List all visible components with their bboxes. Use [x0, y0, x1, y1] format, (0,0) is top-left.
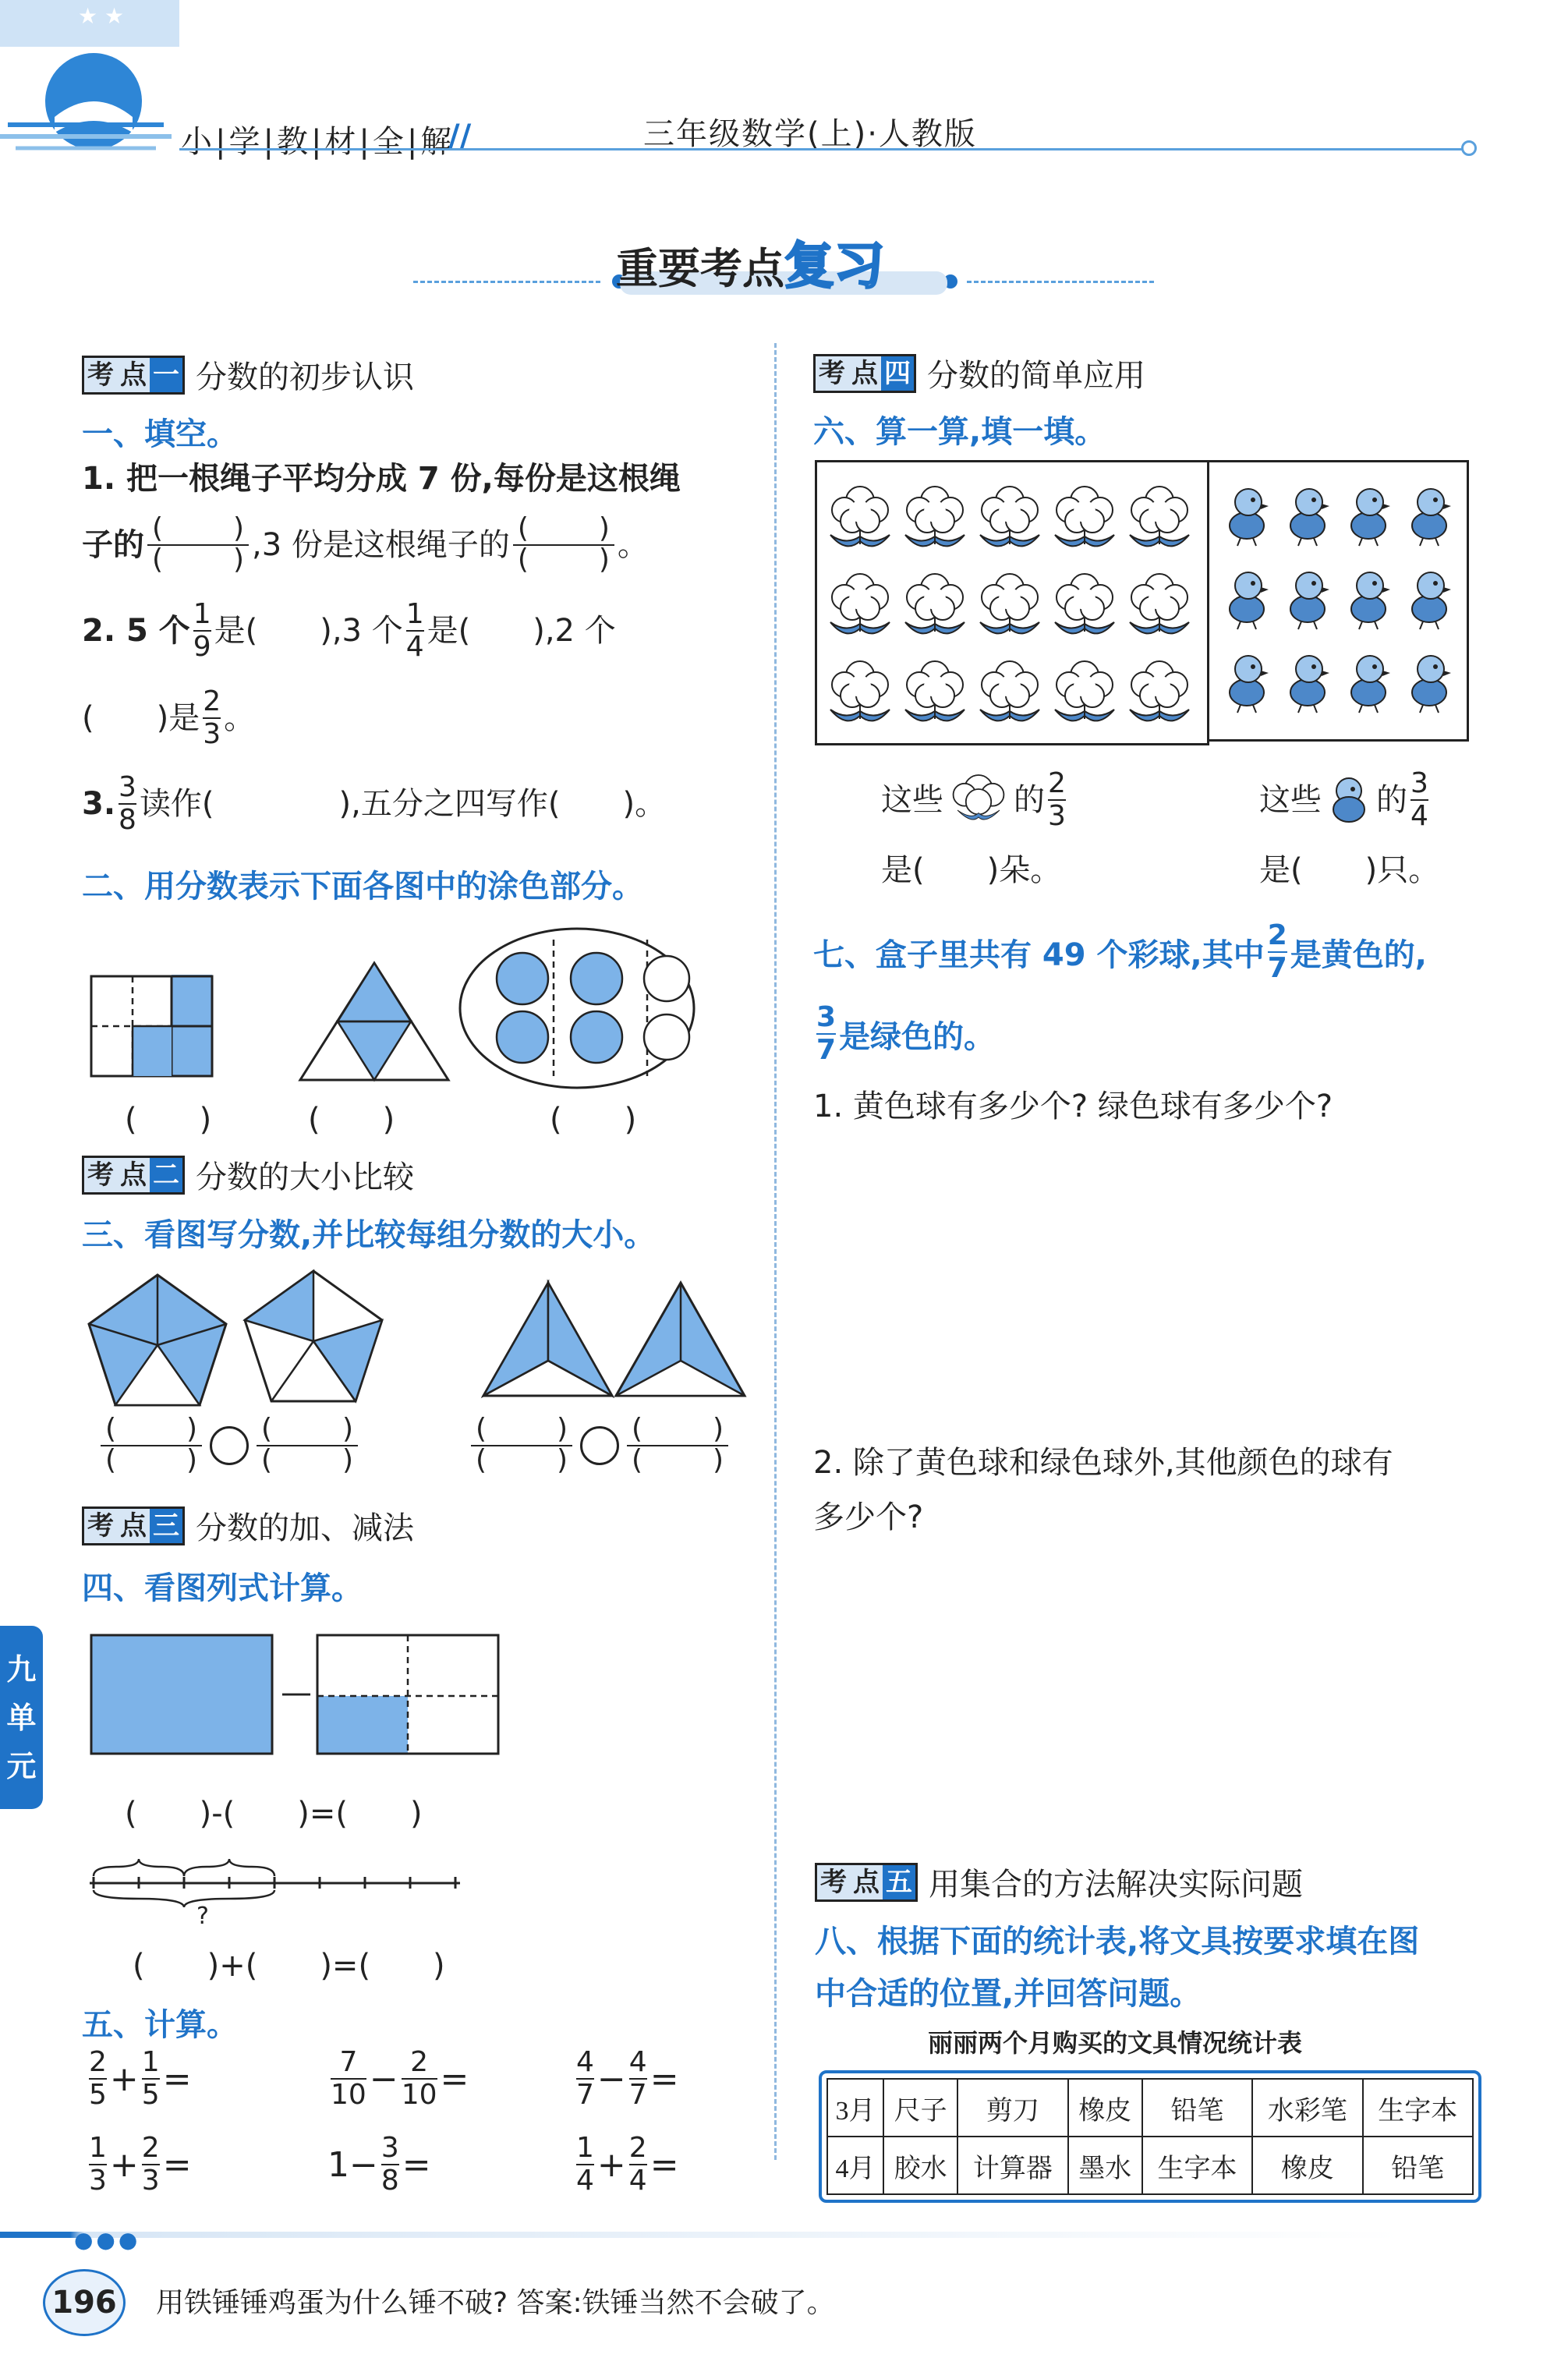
answer-blank-3[interactable]: ( )	[550, 1102, 637, 1138]
chick-icon	[1290, 656, 1329, 713]
flower-icon	[980, 661, 1039, 720]
section-1: 一、填空。	[82, 416, 238, 452]
title-text: 重要考点	[616, 244, 784, 293]
figure-quarter-rect	[316, 1634, 503, 1758]
flower-question: 这些 的 $\frac{2}{3}$	[881, 767, 1066, 832]
flower-box	[815, 460, 1209, 745]
table-item-cell: 铅笔	[1142, 2079, 1252, 2137]
header-rule-dot-icon	[1461, 140, 1477, 156]
table-row	[827, 2079, 1473, 2137]
answer-blank-2[interactable]: ( )	[308, 1102, 395, 1138]
table-item-cell: 尺子	[883, 2079, 957, 2137]
calc-item-2[interactable]: $\frac{7}{10}$ − $\frac{2}{10}$ =	[331, 2046, 469, 2111]
flower-icon	[943, 769, 1014, 831]
topic-3: 考 点 三 分数的加、减法	[82, 1503, 414, 1548]
chick-icon	[1351, 489, 1390, 546]
chick-answer[interactable]: 是( )只。	[1259, 852, 1440, 888]
compare-circle-icon[interactable]	[210, 1426, 249, 1465]
q3-line: 3. $\frac{3}{8}$ 读作( ),五分之四写作( )。	[82, 771, 667, 836]
chick-icon	[1351, 656, 1390, 713]
q2-line2: ( )是 $\frac{2}{3}$ 。	[82, 685, 256, 750]
flower-icon	[830, 574, 890, 633]
chick-icon	[1290, 572, 1329, 629]
topic-2-text: 分数的大小比较	[196, 1159, 414, 1195]
footer-joke: 用铁锤锤鸡蛋为什么锤不破? 答案:铁锤当然不会破了。	[156, 2287, 835, 2319]
header-slash-icon: //	[448, 119, 472, 154]
figure-triangle-4	[612, 1279, 749, 1400]
calc-item-1[interactable]: $\frac{2}{5}$ + $\frac{1}{5}$ =	[89, 2046, 192, 2111]
flower-icon	[980, 487, 1039, 546]
blank-fraction[interactable]	[513, 515, 614, 575]
page-number: 196	[43, 2269, 126, 2336]
chick-grid	[1209, 462, 1467, 739]
flower-icon	[1055, 487, 1114, 546]
section-7-line2: $\frac{3}{7}$ 是绿色的。	[816, 1001, 996, 1066]
flower-answer[interactable]: 是( )朵。	[881, 852, 1062, 888]
table-title: 丽丽两个月购买的文具情况统计表	[928, 2028, 1303, 2058]
title-emph: 复习	[784, 238, 884, 296]
column-divider	[774, 343, 777, 2160]
topic-4-text: 分数的简单应用	[927, 358, 1145, 394]
table-item-cell: 水彩笔	[1252, 2079, 1362, 2137]
flower-icon	[905, 661, 965, 720]
compare-group-2	[468, 1415, 731, 1476]
table-item-cell: 橡皮	[1252, 2137, 1362, 2194]
topic-3-text: 分数的加、减法	[196, 1510, 414, 1546]
compare-circle-icon[interactable]	[580, 1426, 619, 1465]
header-book-title: 三年级数学(上)·人教版	[643, 116, 977, 152]
blank-fraction[interactable]	[101, 1415, 202, 1476]
table-item-cell: 生字本	[1363, 2079, 1473, 2137]
chick-icon	[1412, 572, 1451, 629]
table-month-cell: 3月	[827, 2079, 883, 2137]
section-7: 七、盒子里共有 49 个彩球,其中 $\frac{2}{7}$ 是黄色的,	[813, 919, 1427, 984]
figure-triangle-3	[480, 1279, 616, 1400]
footer-band	[0, 2232, 1403, 2238]
table-item-cell: 剪刀	[957, 2079, 1067, 2137]
flower-icon	[1130, 487, 1189, 546]
calc-item-4[interactable]: $\frac{1}{3}$ + $\frac{2}{3}$ =	[89, 2132, 192, 2197]
stationery-table	[819, 2070, 1481, 2203]
q1-line1: 1. 把一根绳子平均分成 7 份,每份是这根绳	[82, 461, 681, 497]
flower-icon	[1130, 661, 1189, 720]
table-item-cell: 墨水	[1068, 2137, 1142, 2194]
table-item-cell: 橡皮	[1068, 2079, 1142, 2137]
flower-icon	[905, 487, 965, 546]
header-logo	[0, 0, 179, 156]
equation-add[interactable]: ( )+( )=( )	[133, 1948, 445, 1984]
flower-icon	[980, 574, 1039, 633]
flower-icon	[830, 661, 890, 720]
number-line	[86, 1856, 468, 1910]
section-8-line2: 中合适的位置,并回答问题。	[815, 1976, 1202, 2012]
table-item-cell: 铅笔	[1363, 2137, 1473, 2194]
section-2: 二、用分数表示下面各图中的涂色部分。	[82, 869, 643, 905]
flower-icon	[1055, 574, 1114, 633]
stationery-table-grid	[826, 2078, 1474, 2195]
flower-icon	[1055, 661, 1114, 720]
table-item-cell: 生字本	[1142, 2137, 1252, 2194]
section-6: 六、算一算,填一填。	[813, 414, 1106, 450]
unit-side-tab: 九 单 元	[0, 1626, 43, 1809]
table-item-cell: 胶水	[883, 2137, 957, 2194]
q7-2b: 多少个?	[813, 1499, 924, 1535]
topic-4: 考 点 四 分数的简单应用	[813, 351, 1145, 395]
figure-oval-circles	[456, 924, 698, 1092]
chick-icon	[1230, 656, 1269, 713]
table-month-cell: 4月	[827, 2137, 883, 2194]
q2-line1: 2. 5 个 $\frac{1}{9}$ 是( ),3 个 $\frac{1}{4}$ 是( ),2 个	[82, 598, 616, 663]
compare-group-1	[97, 1415, 361, 1476]
table-row	[827, 2137, 1473, 2194]
flower-grid	[817, 462, 1207, 743]
figure-pentagon-2	[242, 1267, 386, 1407]
section-3: 三、看图写分数,并比较每组分数的大小。	[82, 1217, 656, 1253]
chick-icon	[1351, 572, 1390, 629]
footer-dots-icon: ●●●	[74, 2227, 141, 2253]
blank-fraction[interactable]	[627, 1415, 728, 1476]
section-4: 四、看图列式计算。	[82, 1570, 363, 1606]
header-series: 小|学|教|材|全|解	[181, 124, 455, 160]
calc-item-5[interactable]: 1 − $\frac{3}{8}$ =	[327, 2132, 431, 2197]
chick-box	[1207, 460, 1469, 742]
minus-sign: —	[281, 1675, 312, 1711]
svg-text:★ ★: ★ ★	[78, 3, 125, 29]
chick-icon	[1412, 489, 1451, 546]
calc-item-6[interactable]: $\frac{1}{4}$ + $\frac{2}{4}$ =	[576, 2132, 679, 2197]
chick-icon	[1322, 769, 1376, 831]
figure-pentagon-1	[86, 1271, 230, 1411]
figure-full-rect	[90, 1634, 277, 1758]
chick-icon	[1230, 572, 1269, 629]
topic-1-text: 分数的初步认识	[196, 359, 414, 395]
chick-icon	[1230, 489, 1269, 546]
q7-1: 1. 黄色球有多少个? 绿色球有多少个?	[813, 1089, 1333, 1124]
calc-grid	[86, 2047, 749, 2203]
table-item-cell: 计算器	[957, 2137, 1067, 2194]
topic-5-text: 用集合的方法解决实际问题	[929, 1867, 1303, 1903]
figure-triangle	[296, 959, 452, 1084]
chick-question: 这些 的 $\frac{3}{4}$	[1259, 767, 1428, 832]
section-8-line1: 八、根据下面的统计表,将文具按要求填在图	[815, 1924, 1420, 1960]
chick-icon	[1290, 489, 1329, 546]
header-rule	[179, 148, 1466, 150]
answer-blank-1[interactable]: ( )	[125, 1102, 212, 1138]
number-line-question: ?	[196, 1903, 209, 1930]
blank-fraction[interactable]	[257, 1415, 358, 1476]
topic-5: 考 点 五 用集合的方法解决实际问题	[815, 1860, 1303, 1904]
topic-2: 考 点 二 分数的大小比较	[82, 1152, 414, 1197]
topic-1: 考 点 一 分数的初步认识	[82, 352, 414, 397]
calc-item-3[interactable]: $\frac{4}{7}$ − $\frac{4}{7}$ =	[576, 2046, 679, 2111]
blank-fraction[interactable]	[147, 515, 249, 575]
q1-line2: 子的 ( ) ( ) ,3 份是这根绳子的 ( ) ( ) 。	[82, 515, 649, 575]
flower-icon	[1130, 574, 1189, 633]
q7-2a: 2. 除了黄色球和绿色球外,其他颜色的球有	[813, 1445, 1393, 1481]
equation-subtract[interactable]: ( )-( )=( )	[125, 1796, 423, 1832]
flower-icon	[830, 487, 890, 546]
book-logo-icon	[0, 0, 179, 156]
section-5: 五、计算。	[82, 2007, 238, 2043]
figure-rect-grid	[90, 975, 214, 1080]
title-banner	[413, 226, 1154, 296]
blank-fraction[interactable]	[471, 1415, 572, 1476]
chick-icon	[1412, 656, 1451, 713]
flower-icon	[905, 574, 965, 633]
